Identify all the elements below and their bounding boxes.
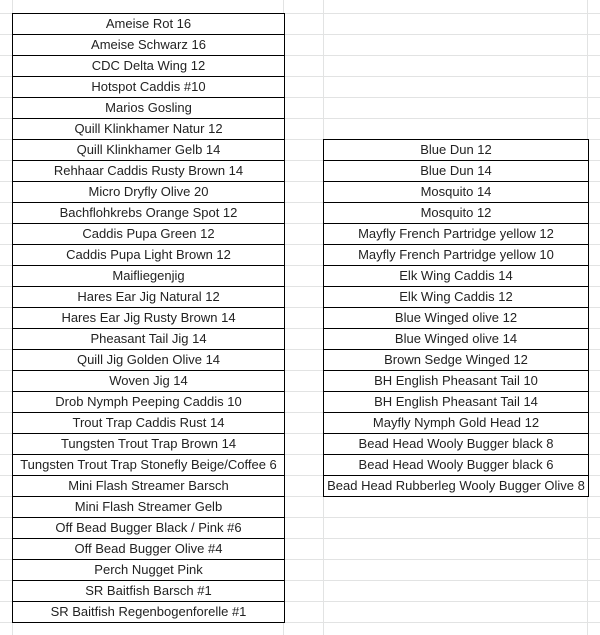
spreadsheet-cell[interactable]: Caddis Pupa Green 12 bbox=[13, 224, 284, 245]
spreadsheet-cell[interactable]: Mosquito 12 bbox=[324, 203, 588, 224]
right-cell-range bbox=[323, 139, 589, 497]
spreadsheet-cell[interactable]: Mayfly Nymph Gold Head 12 bbox=[324, 413, 588, 434]
spreadsheet-cell[interactable]: Bead Head Rubberleg Wooly Bugger Olive 8 bbox=[324, 476, 588, 497]
spreadsheet-cell[interactable]: Trout Trap Caddis Rust 14 bbox=[13, 413, 284, 434]
spreadsheet-cell[interactable]: Bead Head Wooly Bugger black 6 bbox=[324, 455, 588, 476]
spreadsheet-cell[interactable]: Elk Wing Caddis 14 bbox=[324, 266, 588, 287]
spreadsheet-cell[interactable]: Rehhaar Caddis Rusty Brown 14 bbox=[13, 161, 284, 182]
spreadsheet-cell[interactable]: Mosquito 14 bbox=[324, 182, 588, 203]
spreadsheet-cell[interactable]: Ameise Schwarz 16 bbox=[13, 35, 284, 56]
spreadsheet-cell[interactable]: Mayfly French Partridge yellow 10 bbox=[324, 245, 588, 266]
spreadsheet-cell[interactable]: Off Bead Bugger Black / Pink #6 bbox=[13, 518, 284, 539]
spreadsheet-cell[interactable]: Marios Gosling bbox=[13, 98, 284, 119]
spreadsheet-cell[interactable]: Bachflohkrebs Orange Spot 12 bbox=[13, 203, 284, 224]
spreadsheet-cell[interactable]: Tungsten Trout Trap Brown 14 bbox=[13, 434, 284, 455]
spreadsheet-cell[interactable]: Mini Flash Streamer Gelb bbox=[13, 497, 284, 518]
spreadsheet-cell[interactable]: Mayfly French Partridge yellow 12 bbox=[324, 224, 588, 245]
spreadsheet-cell[interactable]: BH English Pheasant Tail 14 bbox=[324, 392, 588, 413]
left-cell-range bbox=[12, 13, 285, 623]
spreadsheet-cell[interactable]: Caddis Pupa Light Brown 12 bbox=[13, 245, 284, 266]
spreadsheet-cell[interactable]: Blue Dun 12 bbox=[324, 140, 588, 161]
spreadsheet-cell[interactable]: Ameise Rot 16 bbox=[13, 14, 284, 35]
spreadsheet-cell[interactable]: Blue Winged olive 12 bbox=[324, 308, 588, 329]
spreadsheet-cell[interactable]: Hotspot Caddis #10 bbox=[13, 77, 284, 98]
spreadsheet-cell[interactable]: Brown Sedge Winged 12 bbox=[324, 350, 588, 371]
spreadsheet-cell[interactable]: Elk Wing Caddis 12 bbox=[324, 287, 588, 308]
spreadsheet-cell[interactable]: Pheasant Tail Jig 14 bbox=[13, 329, 284, 350]
spreadsheet-cell[interactable]: SR Baitfish Barsch #1 bbox=[13, 581, 284, 602]
spreadsheet-cell[interactable]: Maifliegenjig bbox=[13, 266, 284, 287]
spreadsheet-cell[interactable]: Hares Ear Jig Rusty Brown 14 bbox=[13, 308, 284, 329]
spreadsheet-cell[interactable]: Perch Nugget Pink bbox=[13, 560, 284, 581]
spreadsheet-cell[interactable]: Tungsten Trout Trap Stonefly Beige/Coffee 6 bbox=[13, 455, 284, 476]
spreadsheet-cell[interactable]: Woven Jig 14 bbox=[13, 371, 284, 392]
spreadsheet-cell[interactable]: Drob Nymph Peeping Caddis 10 bbox=[13, 392, 284, 413]
spreadsheet-cell[interactable]: SR Baitfish Regenbogenforelle #1 bbox=[13, 602, 284, 623]
spreadsheet-cell[interactable]: Hares Ear Jig Natural 12 bbox=[13, 287, 284, 308]
spreadsheet-cell[interactable]: Mini Flash Streamer Barsch bbox=[13, 476, 284, 497]
spreadsheet-cell[interactable]: BH English Pheasant Tail 10 bbox=[324, 371, 588, 392]
spreadsheet-cell[interactable]: Off Bead Bugger Olive #4 bbox=[13, 539, 284, 560]
spreadsheet-cell[interactable]: Blue Winged olive 14 bbox=[324, 329, 588, 350]
spreadsheet-cell[interactable]: Micro Dryfly Olive 20 bbox=[13, 182, 284, 203]
spreadsheet-cell[interactable]: Blue Dun 14 bbox=[324, 161, 588, 182]
spreadsheet-cell[interactable]: Bead Head Wooly Bugger black 8 bbox=[324, 434, 588, 455]
spreadsheet-cell[interactable]: Quill Jig Golden Olive 14 bbox=[13, 350, 284, 371]
spreadsheet-cell[interactable]: Quill Klinkhamer Natur 12 bbox=[13, 119, 284, 140]
spreadsheet-cell[interactable]: Quill Klinkhamer Gelb 14 bbox=[13, 140, 284, 161]
spreadsheet-cell[interactable]: CDC Delta Wing 12 bbox=[13, 56, 284, 77]
